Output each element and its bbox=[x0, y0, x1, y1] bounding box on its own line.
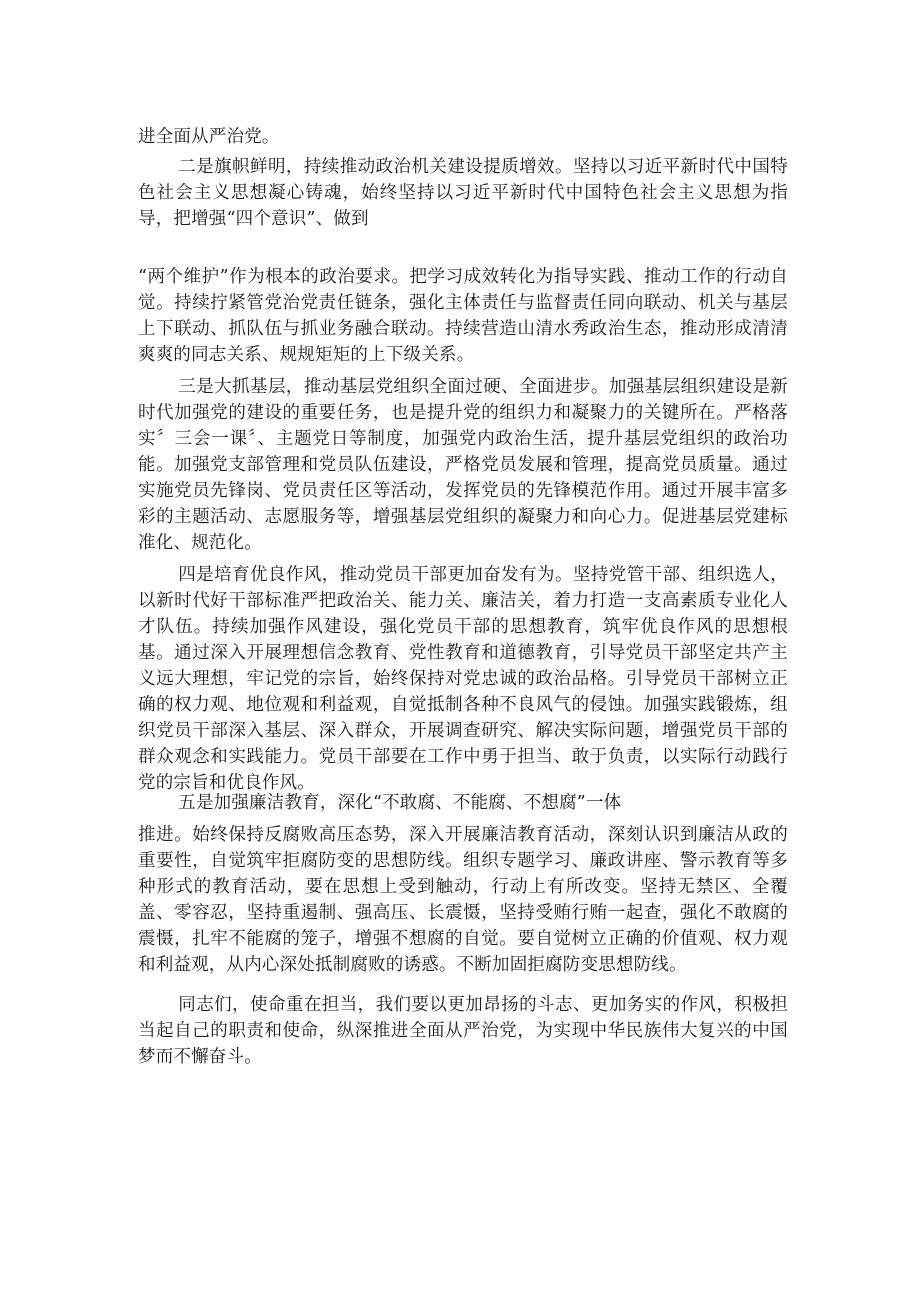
paragraph-point-five-continued: 推进。始终保持反腐败高压态势，深入开展廉洁教育活动，深刻认识到廉洁从政的重要性，自觉筑牢拒腐防变的思想防线。组织专题学习、廉政讲座、警示教育等多种形式的教育活动，要在思想上受到触动，行动上有所改变。坚持无禁区、全覆盖、零容忍，坚持重遏制、强高压、长震慑，坚持受贿行贿一起查，强化不敢腐的震慑，扎牢不能腐的笼子，增强不想腐的自觉。要自觉树立正确的价值观、权力观和利益观，从内心深处抵制腐败的诱惑。不断加固拒腐防变思想防线。 bbox=[138, 825, 788, 975]
paragraph-continuation-1: 进全面从严治党。 bbox=[138, 127, 280, 147]
paragraph-point-five: 五是加强廉洁教育，深化“不敢腐、不能腐、不想腐”一体 bbox=[178, 793, 622, 813]
paragraph-closing: 同志们，使命重在担当，我们要以更加昂扬的斗志、更加务实的作风，积极担当起自己的职责和使命，纵深推进全面从严治党，为实现中华民族伟大复兴的中国梦而不懈奋斗。 bbox=[138, 995, 788, 1067]
paragraph-point-three: 三是大抓基层，推动基层党组织全面过硬、全面进步。加强基层组织建设是新时代加强党的建设的重要任务，也是提升党的组织力和凝聚力的关键所在。严格落实〞三会一课〞、主题党日等制度，加强党内政治生活，提升基层党组织的政治功能。加强党支部管理和党员队伍建设，严格党员发展和管理，提高党员质量。通过实施党员先锋岗、党员责任区等活动，发挥党员的先锋模范作用。通过开展丰富多彩的主题活动、志愿服务等，增强基层党组织的凝聚力和向心力。促进基层党建标准化、规范化。 bbox=[138, 377, 788, 553]
paragraph-point-two: 二是旗帜鲜明，持续推动政治机关建设提质增效。坚持以习近平新时代中国特色社会主义思想凝心铸魂，始终坚持以习近平新时代中国特色社会主义思想为指导，把增强“四个意识”、做到 bbox=[138, 157, 788, 229]
paragraph-point-four: 四是培育优良作风，推动党员干部更加奋发有为。坚持党管干部、组织选人，以新时代好干部标准严把政治关、能力关、廉洁关，着力打造一支高素质专业化人才队伍。持续加强作风建设，强化党员干部的思想教育，筑牢优良作风的思想根基。通过深入开展理想信念教育、党性教育和道德教育，引导党员干部坚定共产主义远大理想，牢记党的宗旨，始终保持对党忠诚的政治品格。引导党员干部树立正确的权力观、地位观和利益观，自觉抵制各种不良风气的侵蚀。加强实践锻炼，组织党员干部深入基层、深入群众，开展调查研究、解决实际问题，增强党员干部的群众观念和实践能力。党员干部要在工作中勇于担当、敢于负责，以实际行动践行党的宗旨和优良作风。 bbox=[138, 565, 788, 793]
paragraph-point-two-continued: “两个维护”作为根本的政治要求。把学习成效转化为指导实践、推动工作的行动自觉。持续拧紧管党治党责任链条，强化主体责任与监督责任同向联动、机关与基层上下联动、抓队伍与抓业务融合联动。持续营造山清水秀政治生态，推动形成清清爽爽的同志关系、规规矩矩的上下级关系。 bbox=[138, 267, 788, 365]
